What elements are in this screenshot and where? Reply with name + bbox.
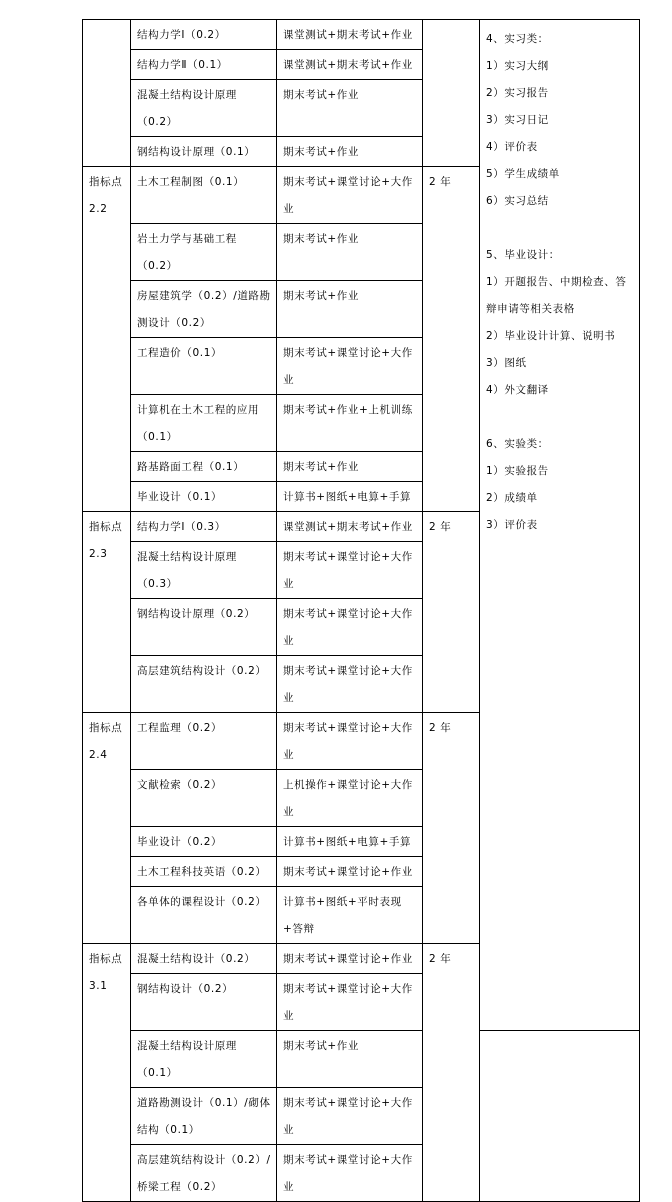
course-cell: 工程造价（0.1） — [131, 338, 277, 395]
assessment-cell: 期末考试+课堂讨论+大作业 — [277, 599, 423, 656]
assessment-cell: 期末考试+课堂讨论+大作业 — [277, 656, 423, 713]
indicator-cell — [83, 512, 131, 713]
period-cell: 2 年 — [423, 167, 480, 512]
requirement-item: 5）学生成绩单 — [486, 168, 560, 180]
assessment-cell: 期末考试+课堂讨论+大作业 — [277, 542, 423, 599]
course-cell: 钢结构设计原理（0.2） — [131, 599, 277, 656]
assessment-cell: 期末考试+作业+上机训练 — [277, 395, 423, 452]
course-cell: 文献检索（0.2） — [131, 770, 277, 827]
indicator-cell — [83, 167, 131, 512]
indicator-label: 指标点 — [89, 521, 123, 533]
assessment-cell: 期末考试+作业 — [277, 452, 423, 482]
requirement-item: 2）成绩单 — [486, 491, 538, 504]
course-cell: 土木工程制图（0.1） — [131, 167, 277, 224]
indicator-cell — [83, 20, 131, 167]
course-cell: 混凝土结构设计（0.2） — [131, 944, 277, 974]
assessment-cell: 期末考试+课堂讨论+大作业 — [277, 1088, 423, 1145]
indicator-label: 指标点 — [89, 953, 123, 965]
course-cell: 钢结构设计原理（0.1） — [131, 137, 277, 167]
indicator-cell — [83, 713, 131, 944]
indicator-number: 3.1 — [89, 980, 108, 992]
period-cell: 2 年 — [423, 512, 480, 713]
course-cell: 各单体的课程设计（0.2） — [131, 887, 277, 944]
course-cell: 工程监理（0.2） — [131, 713, 277, 770]
period-cell: 2 年 — [423, 944, 480, 1202]
requirement-section-title: 5、毕业设计： — [486, 248, 560, 261]
course-cell: 房屋建筑学（0.2）/道路勘测设计（0.2） — [131, 281, 277, 338]
course-cell: 混凝土结构设计原理（0.3） — [131, 542, 277, 599]
course-cell: 计算机在土木工程的应用（0.1） — [131, 395, 277, 452]
indicator-number: 2.3 — [89, 548, 108, 560]
assessment-cell: 期末考试+课堂讨论+大作业 — [277, 1145, 423, 1202]
requirement-item: 3）图纸 — [486, 356, 527, 369]
course-cell: 结构力学Ⅱ（0.1） — [131, 50, 277, 80]
requirement-item: 2）实习报告 — [486, 87, 549, 99]
requirement-item: 4）评价表 — [486, 141, 538, 153]
assessment-cell: 期末考试+作业 — [277, 1031, 423, 1088]
assessment-cell: 课堂测试+期末考试+作业 — [277, 50, 423, 80]
course-cell: 高层建筑结构设计（0.2） — [131, 656, 277, 713]
course-cell: 结构力学Ⅰ（0.3） — [131, 512, 277, 542]
period-cell — [423, 20, 480, 167]
assessment-cell: 期末考试+课堂讨论+大作业 — [277, 338, 423, 395]
requirement-item: 3）评价表 — [486, 518, 538, 531]
course-cell: 混凝土结构设计原理（0.1） — [131, 1031, 277, 1088]
empty-cell — [480, 1031, 640, 1202]
course-cell: 道路勘测设计（0.1）/砌体结构（0.1） — [131, 1088, 277, 1145]
requirement-item: 1）实习大纲 — [486, 60, 549, 72]
assessment-cell: 期末考试+课堂讨论+大作业 — [277, 974, 423, 1031]
indicator-label: 指标点 — [89, 722, 123, 734]
course-cell: 土木工程科技英语（0.2） — [131, 857, 277, 887]
course-cell: 岩土力学与基础工程（0.2） — [131, 224, 277, 281]
course-cell: 结构力学Ⅰ（0.2） — [131, 20, 277, 50]
assessment-cell: 期末考试+作业 — [277, 137, 423, 167]
indicator-number: 2.2 — [89, 203, 108, 215]
indicator-cell — [83, 944, 131, 1202]
assessment-cell: 课堂测试+期末考试+作业 — [277, 20, 423, 50]
assessment-cell: 课堂测试+期末考试+作业 — [277, 512, 423, 542]
assessment-cell: 期末考试+课堂讨论+作业 — [277, 944, 423, 974]
requirement-item: 2）毕业设计计算、说明书 — [486, 329, 616, 342]
course-cell: 混凝土结构设计原理（0.2） — [131, 80, 277, 137]
assessment-cell: 期末考试+课堂讨论+大作业 — [277, 167, 423, 224]
table-row — [83, 1031, 640, 1088]
requirement-section-title: 4、实习类： — [486, 33, 549, 45]
assessment-cell: 期末考试+课堂讨论+作业 — [277, 857, 423, 887]
indicator-label: 指标点 — [89, 176, 123, 188]
requirement-item: 3）实习日记 — [486, 114, 549, 126]
course-cell: 钢结构设计（0.2） — [131, 974, 277, 1031]
requirement-item: 1）实验报告 — [486, 464, 549, 477]
indicator-number: 2.4 — [89, 749, 108, 761]
course-cell: 高层建筑结构设计（0.2）/桥梁工程（0.2） — [131, 1145, 277, 1202]
assessment-cell: 期末考试+课堂讨论+大作业 — [277, 713, 423, 770]
assessment-cell: 上机操作+课堂讨论+大作业 — [277, 770, 423, 827]
assessment-cell: 期末考试+作业 — [277, 281, 423, 338]
table-row — [83, 20, 640, 50]
assessment-cell: 计算书+图纸+电算+手算 — [277, 482, 423, 512]
assessment-cell: 期末考试+作业 — [277, 224, 423, 281]
assessment-cell: 计算书+图纸+平时表现+答辩 — [277, 887, 423, 944]
assessment-cell: 计算书+图纸+电算+手算 — [277, 827, 423, 857]
evidence-requirements-cell — [480, 20, 640, 1031]
requirement-item: 4）外文翻译 — [486, 383, 549, 396]
course-cell: 毕业设计（0.2） — [131, 827, 277, 857]
requirement-item: 6）实习总结 — [486, 195, 549, 207]
assessment-cell: 期末考试+作业 — [277, 80, 423, 137]
course-cell: 毕业设计（0.1） — [131, 482, 277, 512]
period-cell: 2 年 — [423, 713, 480, 944]
requirement-section-title: 6、实验类： — [486, 437, 549, 450]
assessment-table — [82, 19, 640, 1202]
requirement-item: 1）开题报告、中期检查、答辩申请等相关表格 — [486, 275, 627, 315]
course-cell: 路基路面工程（0.1） — [131, 452, 277, 482]
